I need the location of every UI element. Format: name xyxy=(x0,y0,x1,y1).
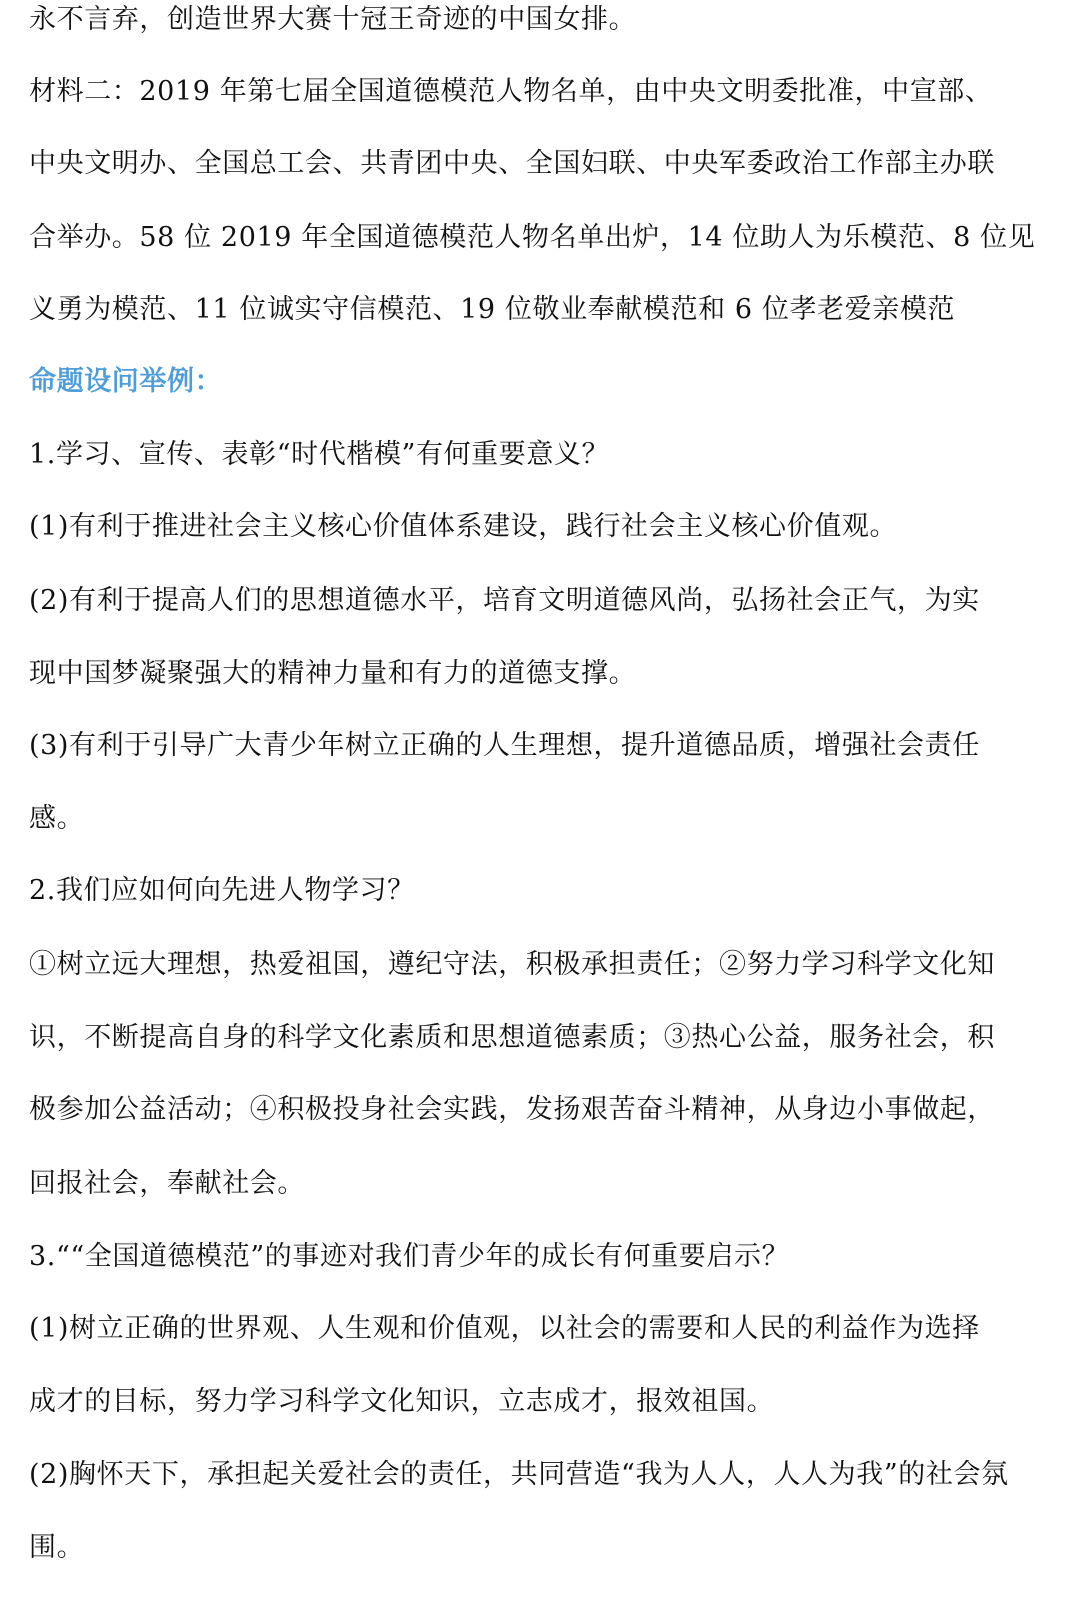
answer-line: (2)有利于提高人们的思想道德水平，培育文明道德风尚，弘扬社会正气，为实 xyxy=(29,585,980,616)
answer-line: 识，不断提高自身的科学文化素质和思想道德素质；③热心公益，服务社会，积 xyxy=(29,1022,995,1053)
answer-line: 围。 xyxy=(29,1532,85,1563)
text-line: 材料二：2019 年第七届全国道德模范人物名单，由中央文明委批准，中宣部、 xyxy=(29,76,993,107)
question-line: 2.我们应如何向先进人物学习？ xyxy=(29,875,415,906)
answer-line: 现中国梦凝聚强大的精神力量和有力的道德支撑。 xyxy=(29,658,637,689)
answer-line: 极参加公益活动；④积极投身社会实践，发扬艰苦奋斗精神，从身边小事做起， xyxy=(29,1094,995,1125)
answer-line: 回报社会，奉献社会。 xyxy=(29,1168,305,1199)
answer-line: 感。 xyxy=(29,803,85,834)
answer-line: (3)有利于引导广大青少年树立正确的人生理想，提升道德品质，增强社会责任 xyxy=(29,730,980,761)
answer-line: (2)胸怀天下，承担起关爱社会的责任，共同营造“我为人人，人人为我”的社会氛 xyxy=(29,1459,1009,1490)
text-line: 永不言弃，创造世界大赛十冠王奇迹的中国女排。 xyxy=(29,4,637,35)
answer-line: (1)有利于推进社会主义核心价值体系建设，践行社会主义核心价值观。 xyxy=(29,511,898,542)
text-line: 义勇为模范、11 位诚实守信模范、19 位敬业奉献模范和 6 位孝老爱亲模范 xyxy=(29,294,956,325)
section-heading: 命题设问举例： xyxy=(29,366,223,397)
text-line: 合举办。58 位 2019 年全国道德模范人物名单出炉，14 位助人为乐模范、8 位见 xyxy=(29,222,1036,253)
answer-line: 成才的目标，努力学习科学文化知识，立志成才，报效祖国。 xyxy=(29,1386,775,1417)
question-line: 1.学习、宣传、表彰“时代楷模”有何重要意义？ xyxy=(29,439,610,470)
answer-line: (1)树立正确的世界观、人生观和价值观，以社会的需要和人民的利益作为选择 xyxy=(29,1313,980,1344)
answer-line: ①树立远大理想，热爱祖国，遵纪守法，积极承担责任；②努力学习科学文化知 xyxy=(29,949,995,980)
text-line: 中央文明办、全国总工会、共青团中央、全国妇联、中央军委政治工作部主办联 xyxy=(29,148,995,179)
question-line: 3.““全国道德模范”的事迹对我们青少年的成长有何重要启示？ xyxy=(29,1241,790,1272)
